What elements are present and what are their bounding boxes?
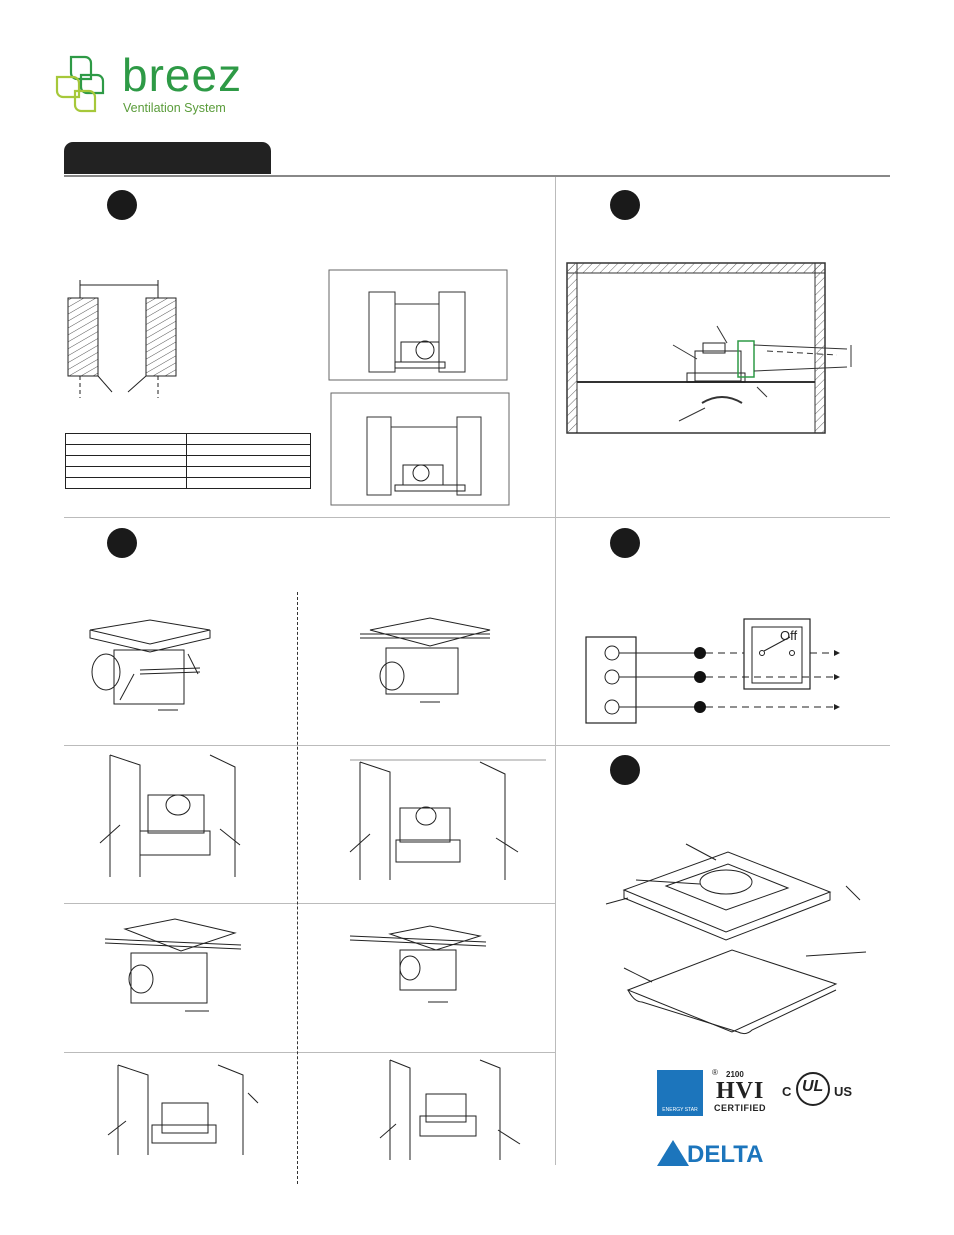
step-number-circle-icon (610, 755, 640, 785)
joist-spec-table (65, 433, 311, 489)
table-row (66, 434, 311, 445)
fan-in-joists-drawing-1 (100, 755, 260, 880)
step-number-circle-icon (610, 190, 640, 220)
table-row (66, 456, 311, 467)
ceiling-duct-diagram (567, 263, 857, 435)
switch-state-label: Off (780, 628, 798, 643)
wiring-diagram (586, 615, 846, 725)
section-header-tab (64, 142, 271, 174)
vertical-divider (555, 177, 556, 1165)
hvi-certified-text: CERTIFIED (714, 1103, 767, 1113)
row-divider-3 (64, 903, 555, 904)
step3-dashed-divider (297, 592, 298, 1184)
step-number-circle-icon (610, 528, 640, 558)
hvi-number: 2100 (726, 1070, 744, 1079)
fan-assembly-drawing-4 (350, 920, 490, 1010)
ul-us-mark: US (834, 1084, 853, 1099)
ul-listed-logo (782, 1072, 856, 1112)
table-row (66, 467, 311, 478)
fan-assembly-drawing-1 (80, 610, 220, 720)
ul-c-mark: C (782, 1084, 792, 1099)
top-divider (64, 175, 890, 177)
energy-star-icon (657, 1070, 703, 1116)
registered-mark: ® (712, 1068, 718, 1077)
grille-exploded-drawing (606, 840, 871, 1045)
fan-between-joists-diagram-top (329, 270, 507, 380)
joist-spacing-diagram (60, 270, 190, 400)
brand-tagline: Ventilation System (123, 101, 226, 115)
table-row (66, 445, 311, 456)
fan-assembly-drawing-2 (360, 610, 500, 710)
row-divider-4 (64, 1052, 555, 1053)
hvi-certified-logo (712, 1070, 776, 1116)
step-number-circle-icon (107, 528, 137, 558)
breez-leaf-logo-icon (55, 55, 115, 115)
hvi-mark: HVI (716, 1078, 765, 1104)
row-divider-1 (64, 517, 890, 518)
energy-star-text: ENERGY STAR (662, 1107, 698, 1113)
delta-triangle-icon (657, 1140, 689, 1166)
step-number-circle-icon (107, 190, 137, 220)
ul-mark: UL (802, 1078, 824, 1095)
fan-in-joists-drawing-4 (380, 1060, 530, 1160)
brand-name: breez (122, 49, 243, 101)
delta-logo (657, 1140, 783, 1166)
fan-between-joists-diagram-bottom (331, 393, 509, 505)
fan-in-joists-drawing-3 (108, 1063, 268, 1158)
row-divider-2 (64, 745, 890, 746)
fan-assembly-drawing-3 (105, 915, 245, 1015)
fan-in-joists-drawing-2 (350, 758, 530, 883)
delta-text: DELTA (687, 1141, 764, 1168)
table-row (66, 478, 311, 489)
